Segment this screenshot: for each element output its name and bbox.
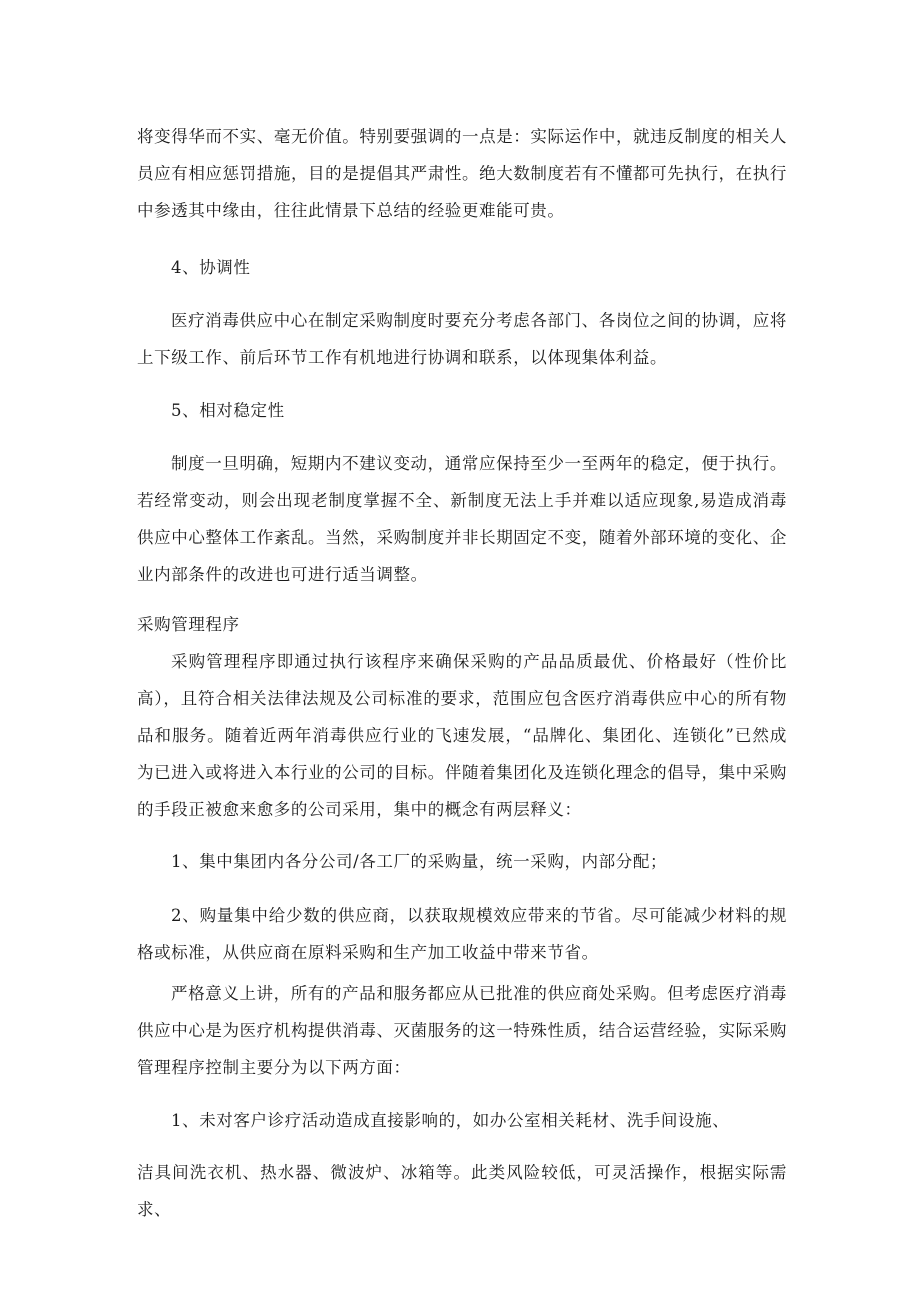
paragraph-continuation: 洁具间洗衣机、热水器、微波炉、冰箱等。此类风险较低，可灵活操作，根据实际需求、 [137,1163,787,1219]
paragraph-coordination: 医疗消毒供应中心在制定采购制度时要充分考虑各部门、各岗位之间的协调，应将上下级工作、前后环节工作有机地进行协调和联系，以体现集体利益。 [137,311,787,367]
paragraph-stability: 制度一旦明确，短期内不建议变动，通常应保持至少一至两年的稳定，便于执行。若经常变动，则会出现老制度掌握不全、新制度无法上手并难以适应现象,易造成消毒供应中心整体工作紊乱。当然，采购制度并非长期固定不变，随着外部环境的变化、企业内部条件的改进也可进行适当调整。 [137,454,787,584]
section-title-procurement-procedure: 采购管理程序 [137,615,240,634]
paragraph-strict-sense: 严格意义上讲，所有的产品和服务都应从已批准的供应商处采购。但考虑医疗消毒供应中心是为医疗机构提供消毒、灭菌服务的这一特殊性质，结合运营经验，实际采购管理程序控制主要分为以下两方面： [137,984,787,1077]
list-item-2: 2、购量集中给少数的供应商，以获取规模效应带来的节省。尽可能减少材料的规格或标准，从供应商在原料采购和生产加工收益中带来节省。 [137,906,787,962]
list-item-aspect-1: 1、未对客户诊疗活动造成直接影响的，如办公室相关耗材、洗手间设施、 [171,1111,730,1130]
list-item-1: 1、集中集团内各分公司/各工厂的采购量，统一采购，内部分配； [171,852,668,871]
heading-stability: 5、相对稳定性 [171,401,285,420]
paragraph-procurement-procedure: 采购管理程序即通过执行该程序来确保采购的产品品质最优、价格最好（性价比高），且符合相关法律法规及公司标准的要求，范围应包含医疗消毒供应中心的所有物品和服务。随着近两年消毒供应行业的飞速发展，“品牌化、集团化、连锁化”已然成为已进入或将进入本行业的公司的目标。伴随着集团化及连锁化理念的倡导，集中采购的手段正被愈来愈多的公司采用，集中的概念有两层释义： [137,652,787,819]
paragraph-intro: 将变得华而不实、毫无价值。特别要强调的一点是：实际运作中，就违反制度的相关人员应有相应惩罚措施，目的是提倡其严肃性。绝大数制度若有不懂都可先执行，在执行中参透其中缘由，往往此情景下总结的经验更难能可贵。 [137,127,787,220]
heading-coordination: 4、协调性 [171,258,251,277]
